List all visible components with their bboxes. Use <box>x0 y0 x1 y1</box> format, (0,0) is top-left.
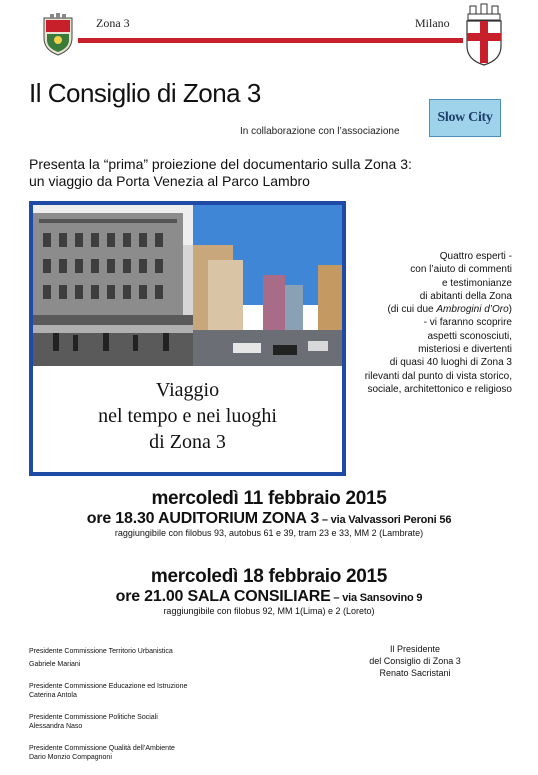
event-address: – via Sansovino 9 <box>330 592 423 604</box>
event-place <box>0 510 538 528</box>
signatory-role: Presidente Commissione Politiche Sociali <box>29 714 158 721</box>
description-line: sociale, architettonico e religioso <box>367 383 512 395</box>
description-line: e testimonianze <box>441 277 512 289</box>
event-transport: raggiungibile con filobus 93, autobus 61 e 39, tram 23 e 33, MM 2 (Lambrate) <box>114 528 424 538</box>
slow-city-logo: Slow City <box>429 99 501 137</box>
event-place <box>0 588 538 606</box>
street-photo-image <box>33 205 342 366</box>
signatory <box>29 744 279 762</box>
description-line: di abitanti della Zona <box>419 290 512 302</box>
zona-label: Zona 3 <box>96 16 130 30</box>
presentation-line-1: Presenta la “prima” proiezione del documentario sulla Zona 3: <box>29 156 412 172</box>
president-title: Il Presidente <box>389 644 441 654</box>
description-line: Quattro esperti - <box>439 251 512 262</box>
page-title: Il Consiglio di Zona 3 <box>29 78 261 108</box>
presentation-text <box>29 156 412 190</box>
signatories-list <box>29 647 279 775</box>
description-line: di quasi 40 luoghi di Zona 3 <box>389 357 512 369</box>
milano-crest-icon <box>464 4 504 66</box>
documentary-title <box>33 377 342 455</box>
signatory-name: Gabriele Mariani <box>29 661 81 668</box>
description-line <box>352 303 512 316</box>
collaboration-text: In collaborazione con l’associazione <box>240 126 400 137</box>
event-1 <box>0 488 538 538</box>
event-date: mercoledì 18 febbraio 2015 <box>150 566 388 587</box>
description-text <box>352 250 512 396</box>
documentary-poster <box>29 201 346 476</box>
president-council: del Consiglio di Zona 3 <box>369 656 461 666</box>
event-transport: raggiungibile con filobus 92, MM 1(Lima) e 2 (Loreto) <box>163 606 375 616</box>
event-venue: ore 21.00 SALA CONSILIARE <box>115 588 331 605</box>
description-part: (di cui due <box>387 304 437 316</box>
description-line: misteriosi e divertenti <box>418 344 512 356</box>
description-line: aspetti sconosciuti, <box>427 330 512 342</box>
presentation-line-2: un viaggio da Porta Venezia al Parco Lambro <box>29 173 310 189</box>
signatory-role: Presidente Commissione Territorio Urbanistica <box>29 648 173 655</box>
president-name: Renato Sacristani <box>379 668 451 678</box>
signatory-name: Dario Monzio Compagnoni <box>29 754 112 761</box>
description-italic: Ambrogini d’Oro <box>436 304 509 316</box>
event-2 <box>0 566 538 616</box>
signatory <box>29 713 279 731</box>
event-date: mercoledì 11 febbraio 2015 <box>151 488 387 509</box>
header-red-band <box>78 38 463 43</box>
signatory <box>29 682 279 700</box>
description-line: rilevanti dal punto di vista storico, <box>364 370 512 382</box>
description-line: - vi faranno scoprire <box>423 317 512 329</box>
signatory-name: Caterina Antola <box>29 692 77 699</box>
signatory-role: Presidente Commissione Educazione ed Istruzione <box>29 683 188 690</box>
president-signature <box>345 643 485 679</box>
description-line: con l’aiuto di commenti <box>410 264 512 276</box>
zona3-crest-icon <box>40 12 76 56</box>
documentary-title-line-2: nel tempo e nei luoghi <box>98 405 277 427</box>
documentary-title-line-1: Viaggio <box>155 379 220 401</box>
city-label: Milano <box>415 16 450 30</box>
event-venue: ore 18.30 AUDITORIUM ZONA 3 <box>86 510 320 527</box>
event-address: – via Valvassori Peroni 56 <box>319 514 452 526</box>
documentary-title-line-3: di Zona 3 <box>149 431 226 453</box>
description-part: ) <box>508 304 512 316</box>
signatory-role: Presidente Commissione Qualità dell’Ambiente <box>29 745 175 752</box>
signatory-name: Alessandra Naso <box>29 723 83 730</box>
signatory <box>29 647 279 669</box>
